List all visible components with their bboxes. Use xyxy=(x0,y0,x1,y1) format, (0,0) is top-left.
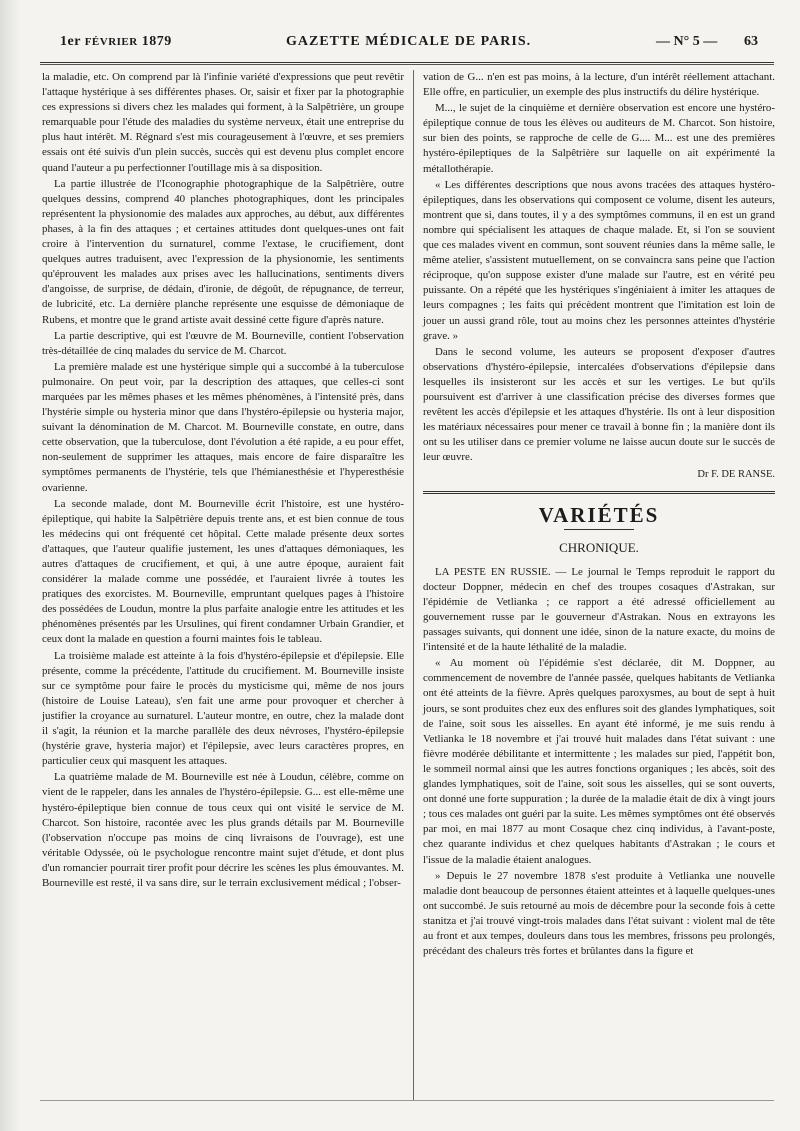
paragraph: La première malade est une hystérique simple qui a succombé à la tuberculose pulmonaire. On peut voir, par la description des attaques, que celles-ci sont marquées par les mêmes phases et les mêmes phénomènes, à l'intensité près, dans l'hystérie simple ou hysteria minor que dans l'hystéro-épilepsie ou hysteria major, suivant la dénomination de M. Charcot. M. Bourneville constate, en outre, dans cette observation, que la tuberculose, dont l'évolution a été rapide, a eu pour effet, non-seulement de supprimer les attaques, mais encore de faire disparaître les symptômes permanents de l'hystérie, tels que l'hémianesthésie et l'hyperesthésie ovarienne. xyxy=(42,360,404,494)
header-rule xyxy=(40,62,774,63)
issue-number: — N° 5 — xyxy=(656,34,718,49)
header-date xyxy=(60,34,172,50)
paragraph: La quatrième malade de M. Bourneville est née à Loudun, célèbre, comme on vient de le rappeler, dans les annales de l'hystéro-épilepsie. G... est elle-même une hystéro-épileptique bien connue de tous ceux qui ont visité le service de M. Charcot. Son histoire, racontée avec les plus grands détails par M. Bourneville (l'observation n'occupe pas moins de cinq livraisons de l'ouvrage), est une véritable Odyssée, où le psychologue rencontre maint sujet d'étude, et dont plus d'un romancier pourrait tirer profit pour décrire les scènes les plus émouvantes. M. Bourneville est resté, il va sans dire, sur le terrain exclusivement médical ; l'obser- xyxy=(42,771,404,889)
column-separator xyxy=(413,70,414,1100)
date-prefix: 1er xyxy=(60,34,81,49)
paragraph: » Depuis le 27 novembre 1878 s'est produite à Vetlianka une nouvelle maladie dont beaucoup de personnes étaient atteintes et à laquelle quelques-unes ont succombé. Je suis retourné au mois de décembre pour la seconde fois à cette stanitza et j'ai trouvé vingt-trois malades dans l'état suivant : violent mal de tête au front et aux tempes, douleurs dans tous les membres, frissons peu prolongés, précédant des chaleurs très fortes et brûlantes dans la figure et xyxy=(423,869,775,958)
section-title: VARIÉTÉS xyxy=(538,502,660,527)
paragraph: « Les différentes descriptions que nous avons tracées des attaques hystéro-épileptiques, dans les observations qui composent ce volume, disent les auteurs, montrent que si, dans toutes, il y a des symptômes communs, il en est un grand nombre qui spécialisent les attaques de chaque malade. Et, si l'on se souvient que ces malades vivent en commun, sont souvent réunies dans la même salle, le même atelier, s'assistent mutuellement, on se convaincra sans peine que l'action réciproque, qu'on suppose exister d'une malade sur l'autre, est en vérité peu puissante. On a répété que les hystériques s'ingéniaient à imiter les attaques de leurs compagnes ; les faits qui précèdent montrent que l'imitation est loin de jouer un aussi grand rôle, tout au moins chez les personnes atteintes d'hystérie grave. » xyxy=(423,178,775,342)
paragraph: « Au moment où l'épidémie s'est déclarée, dit M. Doppner, au commencement de novembre de l'année passée, quelques habitants de Vetlianka ont été atteints de la fièvre. Après quelques paroxysmes, au bout de sept à huit jours, se sont produites chez eux des enflures soit des glandes lymphatiques, soit de l'aine, soit sous les aisselles. En ayant été informé, je me suis rendu à Vetlianka le 18 novembre et j'ai trouvé huit malades dans l'état suivant : une fièvre modérée débilitante et intermittente ; les malades sur pied, l'appétit bon, le sommeil normal ainsi que les autres fonctions organiques ; les abcès, soit des glandes lymphatiques, soit de l'aine, soit sous les aisselles, qui se sont ouverts, ont donné une forte suppuration ; la durée de la maladie était de dix à vingt jours ; tous ces malades ont guéri par la suite. Les mêmes symptômes ont été observés par moi, en mai 1877 au mont Cosaque chez cinq individus, à l'avant-poste, chez quarante individus et chez quelques habitants d'Astrakan ; le cours et l'issue de la maladie étaient analogues. xyxy=(423,657,775,866)
page-header xyxy=(36,34,764,56)
footer-rule xyxy=(40,1100,774,1101)
right-column xyxy=(423,70,775,960)
article-signature: Dr F. DE RANSE. xyxy=(697,469,775,481)
journal-title: GAZETTE MÉDICALE DE PARIS. xyxy=(286,34,532,49)
paragraph: LA PESTE EN RUSSIE. — Le journal le Temps reproduit le rapport du docteur Doppner, médecin en chef des troupes cosaques d'Astrakan, sur l'épidémie de Vetlianka ; ce rapport a été adressé officiellement au gouvernement russe par le gouverneur d'Astrakan. Nous en extrayons les passages suivants, qui donnent une idée, sinon de la nature exacte, du moins de l'intensité et de la haute léthalité de la maladie. xyxy=(423,565,775,654)
page-number: 63 xyxy=(744,34,758,49)
paragraph: M..., le sujet de la cinquième et dernière observation est encore une hystéro-épileptique connue de tous les élèves ou auditeurs de M. Charcot. Son histoire, sur bien des points, se rapproche de celle de G.... M... est une des premières hystéro-épileptiques de la Salpêtrière sur laquelle on ait expérimenté la métallothérapie. xyxy=(423,102,775,175)
paragraph: La partie illustrée de l'Iconographie photographique de la Salpêtrière, outre quelques dessins, comprend 40 planches photographiques, dont les principales représentent la physionomie des malades aux approches, au début, aux différentes phases, à la fin des attaques ; et certaines attitudes dont quelques-unes ont fait croire à l'intervention du surnaturel, comme l'extase, le crucifiement, dont quelques autres traduisent, avec l'expression de la physionomie, les sentiments qu'éprouvent les malades aux prises avec les hallucinations, sentiments divers d'angoisse, de surprise, de dédain, d'ironie, de dégoût, de répugnance, de terreur, de lubricité, etc. La dernière planche représente une esquisse de démoniaque de Rubens, et montre que le grand artiste avait dessiné cette figure d'après nature. xyxy=(42,177,404,326)
section-divider xyxy=(423,491,775,496)
subsection-title: CHRONIQUE. xyxy=(559,539,639,555)
header-rule-secondary xyxy=(40,64,774,65)
paragraph: la maladie, etc. On comprend par là l'infinie variété d'expressions que peut revêtir l'attaque hystérique à ses différentes phases. Or, saisir et fixer par la photographie ces expressions si divers chez les malades qui forment, à la Salpêtrière, un groupe remarquable pour l'étude des maladies du système nerveux, était une entreprise du plus haut intérêt. M. Régnard s'est mis courageusement à l'œuvre, et ses premiers essais ont été suivis d'un plein succès, succès qui est devenu plus complet encore quand l'auteur a pu perfectionner l'outillage mis à sa disposition. xyxy=(42,71,404,174)
paragraph: La troisième malade est atteinte à la fois d'hystéro-épilepsie et d'épilepsie. Elle présente, comme la précédente, l'attitude du crucifiement. M. Bourneville insiste sur ce symptôme pour faire le procès du mysticisme qui, même de nos jours (histoire de Louise Lateau), s'en fait une arme pour provoquer et chercher à justifier la croyance au surnaturel. L'auteur montre, en outre, chez la malade dont il s'agit, la réunion et la marche parallèle des deux névroses, l'hystéro-épilepsie (hystérie grave, hysteria major) et l'épilepsie, avec leurs caractères propres, en particulier ceux qui masquent les attaques. xyxy=(42,649,404,768)
section-title-rule xyxy=(564,529,634,530)
date-year: 1879 xyxy=(141,34,172,49)
page-edge-shadow xyxy=(0,0,20,1131)
date-month: FÉVRIER xyxy=(84,36,138,48)
paragraph: vation de G... n'en est pas moins, à la lecture, d'un intérêt réellement attachant. Elle offre, en particulier, un exemple des plus instructifs du délire hystérique. xyxy=(423,71,775,99)
paragraph: La partie descriptive, qui est l'œuvre de M. Bourneville, contient l'observation très-détaillée de cinq malades du service de M. Charcot. xyxy=(42,329,404,357)
left-column xyxy=(42,70,404,892)
paragraph: Dans le second volume, les auteurs se proposent d'exposer d'autres observations d'hystéro-épilepsie, intercalées d'observations d'épilepsie dans lesquelles ils insisteront sur les accès et sur les vertiges. Le but qu'ils poursuivent est d'arriver à une classification précise des diverses formes que revêtent les accès d'épilepsie et les attaques d'hystérie. Ils ont à leur disposition les matériaux nécessaires pour mener ce travail à bonne fin ; la manière dont ils ont su les utiliser dans ce premier volume ne laisse aucun doute sur le succès de leur œuvre. xyxy=(423,345,775,464)
paragraph: La seconde malade, dont M. Bourneville écrit l'histoire, est une hystéro-épileptique, qui habite la Salpêtrière depuis trente ans, et est bien connue de tous les médecins qui ont fréquenté cet hôpital. Cette malade présente deux sortes d'attaques, que l'auteur qualifie justement, les unes d'attaques démoniaques, les autres d'attaques de crucifiement, et qui, à une autre époque, auraient fait considérer la malade comme une possédée, et l'auraient livrée à toutes les pratiques des exorcistes. M. Bourneville, empruntant quelques pages à l'histoire des possédées de Loudun, montre la plus parfaite analogie entre les attitudes et les phénomènes présentés par les Ursulines, qui firent condamner Urbain Grandier, et ceux dont la malade en question a fourni maintes fois le tableau. xyxy=(42,497,404,646)
